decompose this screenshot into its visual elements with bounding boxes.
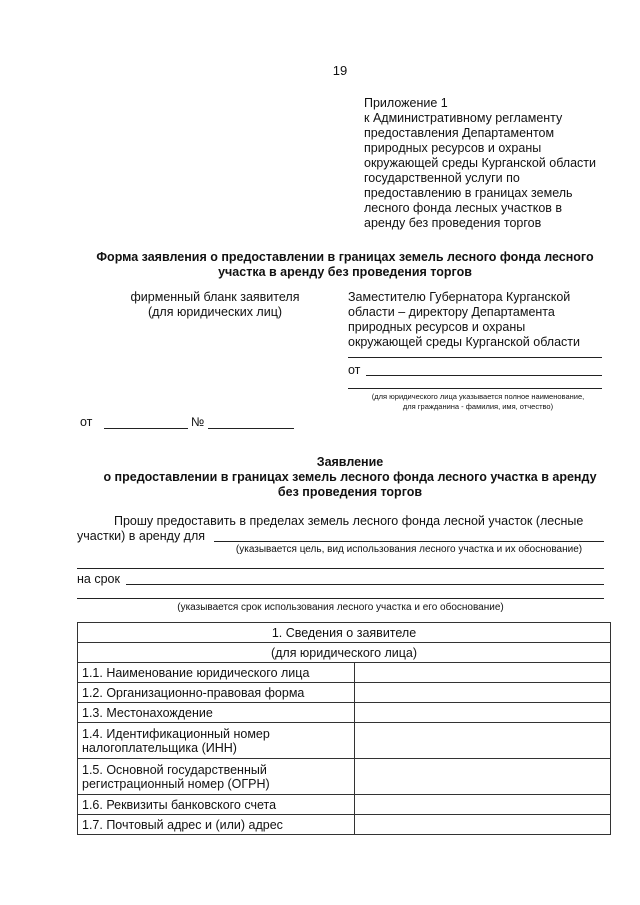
page-number: 19	[332, 63, 348, 78]
row-label: 1.3. Местонахождение	[78, 703, 355, 723]
row-label: 1.7. Почтовый адрес и (или) адрес	[78, 815, 355, 835]
request-text-line2: участки) в аренду для	[77, 529, 206, 543]
recipient-line: Заместителю Губернатора Курганской	[348, 290, 571, 304]
recipient-from-label: от	[348, 363, 361, 377]
recipient-line: области – директору Департамента	[348, 305, 555, 319]
appendix-line: Приложение 1	[364, 96, 448, 110]
form-title-line: Форма заявления о предоставлении в границах земель лесного фонда лесного	[96, 250, 594, 264]
recipient-blank-line[interactable]	[348, 357, 602, 358]
appendix-line: предоставления Департаментом	[364, 126, 555, 140]
letterhead-line: (для юридических лиц)	[147, 305, 283, 319]
request-text-line1: Прошу предоставить в пределах земель лесного фонда лесной участок (лесные	[114, 514, 584, 528]
date-field[interactable]	[104, 428, 188, 429]
purpose-field[interactable]	[214, 541, 604, 542]
purpose-field-2[interactable]	[77, 568, 604, 569]
form-title-line: участка в аренду без проведения торгов	[218, 265, 472, 279]
appendix-line: лесного фонда лесных участков в	[364, 201, 563, 215]
applicant-info-table	[77, 622, 611, 835]
row-label: 1.1. Наименование юридического лица	[78, 663, 355, 683]
appendix-line: к Административному регламенту	[364, 111, 563, 125]
row-label: 1.4. Идентификационный номер налогоплательщика (ИНН)	[78, 723, 355, 759]
appendix-line: государственной услуги по	[364, 171, 520, 185]
recipient-note-line: для гражданина - фамилия, имя, отчество)	[402, 402, 554, 411]
statement-title	[70, 455, 630, 500]
appendix-line: аренду без проведения торгов	[364, 216, 542, 230]
table-row	[78, 759, 611, 795]
row-value-cell[interactable]	[355, 683, 611, 703]
appendix-line: природных ресурсов и охраны	[364, 141, 542, 155]
term-field-2[interactable]	[77, 598, 604, 599]
section-title: 1. Сведения о заявителе	[78, 623, 611, 643]
table-row	[78, 683, 611, 703]
row-value-cell[interactable]	[355, 795, 611, 815]
recipient-block	[348, 290, 580, 350]
applicant-name-field[interactable]	[366, 375, 602, 376]
table-row	[78, 795, 611, 815]
row-value-cell[interactable]	[355, 703, 611, 723]
row-value-cell[interactable]	[355, 759, 611, 795]
row-value-cell[interactable]	[355, 663, 611, 683]
term-hint: (указывается срок использования лесного участка и его обоснование)	[177, 602, 504, 613]
table-header-row	[78, 623, 611, 643]
section-subtitle: (для юридического лица)	[78, 643, 611, 663]
statement-title-line: о предоставлении в границах земель лесного фонда лесного участка в аренду	[103, 470, 597, 484]
number-field[interactable]	[208, 428, 294, 429]
row-label: 1.5. Основной государственный регистрационный номер (ОГРН)	[78, 759, 355, 795]
table-row	[78, 703, 611, 723]
statement-title-line: Заявление	[316, 455, 384, 469]
term-field[interactable]	[126, 584, 604, 585]
table-row	[78, 815, 611, 835]
table-row	[78, 723, 611, 759]
applicant-name-field-2[interactable]	[348, 388, 602, 389]
appendix-line: окружающей среды Курганской области	[364, 156, 596, 170]
purpose-hint: (указывается цель, вид использования лесного участка и их обоснование)	[235, 544, 583, 555]
row-label: 1.6. Реквизиты банковского счета	[78, 795, 355, 815]
row-value-cell[interactable]	[355, 723, 611, 759]
appendix-line: предоставлению в границах земель	[364, 186, 573, 200]
row-value-cell[interactable]	[355, 815, 611, 835]
table-row	[78, 663, 611, 683]
recipient-note	[348, 392, 608, 412]
table-subheader-row	[78, 643, 611, 663]
term-label: на срок	[77, 572, 120, 586]
recipient-note-line: (для юридического лица указывается полное наименование,	[371, 392, 585, 401]
number-label: №	[191, 415, 205, 429]
appendix-header	[364, 96, 596, 231]
recipient-line: природных ресурсов и охраны	[348, 320, 526, 334]
recipient-line: окружающей среды Курганской области	[348, 335, 580, 349]
row-label: 1.2. Организационно-правовая форма	[78, 683, 355, 703]
statement-title-line: без проведения торгов	[277, 485, 423, 499]
date-from-label: от	[80, 415, 93, 429]
letterhead-note	[100, 290, 330, 320]
form-title	[70, 250, 620, 280]
letterhead-line: фирменный бланк заявителя	[130, 290, 300, 304]
